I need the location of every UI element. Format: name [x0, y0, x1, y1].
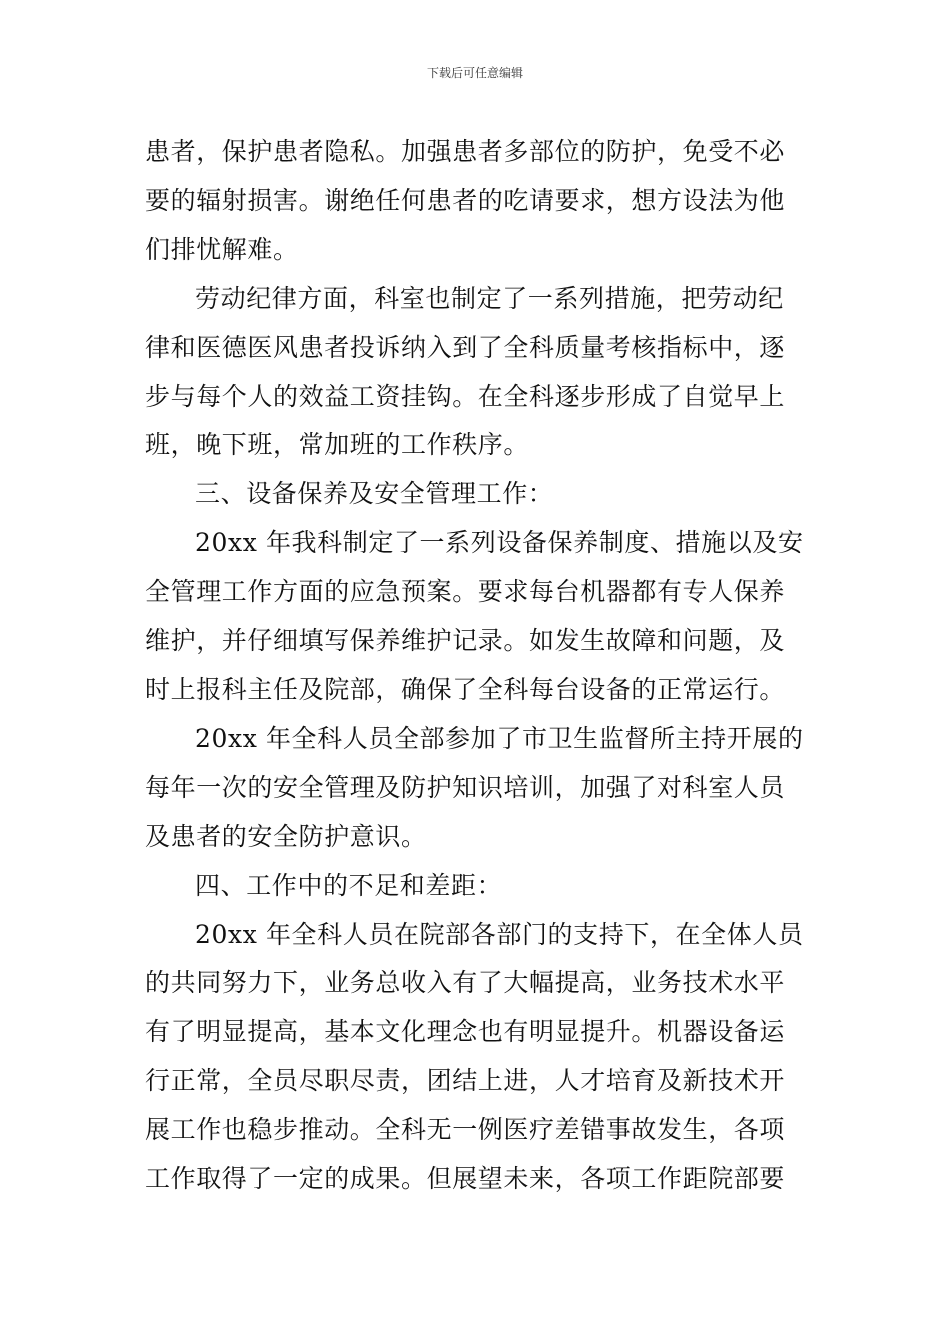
text-line: 全管理工作方面的应急预案。要求每台机器都有专人保养 [145, 577, 786, 607]
text-line: 20xx 年我科制定了一系列设备保养制度、措施以及安 [195, 528, 804, 558]
text-line: 劳动纪律方面，科室也制定了一系列措施，把劳动纪 [195, 283, 784, 313]
paragraph [145, 275, 810, 471]
paragraph [145, 715, 810, 862]
text-line: 行正常，全员尽职尽责，团结上进，人才培育及新技术开 [145, 1066, 786, 1096]
text-line: 律和医德医风患者投诉纳入到了全科质量考核指标中，逐 [145, 332, 786, 362]
text-line: 20xx 年全科人员全部参加了市卫生监督所主持开展的 [195, 723, 804, 753]
document-body [145, 128, 810, 1204]
text-line: 要的辐射损害。谢绝任何患者的吃请要求，想方设法为他 [145, 185, 786, 215]
section-heading [145, 470, 810, 519]
paragraph [145, 519, 810, 715]
text-line: 的共同努力下，业务总收入有了大幅提高，业务技术水平 [145, 968, 786, 998]
text-line: 20xx 年全科人员在院部各部门的支持下，在全体人员 [195, 919, 804, 949]
text-line: 时上报科主任及院部，确保了全科每台设备的正常运行。 [145, 674, 786, 704]
text-line: 展工作也稳步推动。全科无一例医疗差错事故发生，各项 [145, 1115, 786, 1145]
section-heading [145, 862, 810, 911]
text-line: 四、工作中的不足和差距： [195, 870, 503, 900]
text-line: 步与每个人的效益工资挂钩。在全科逐步形成了自觉早上 [145, 381, 786, 411]
text-line: 班，晚下班，常加班的工作秩序。 [145, 430, 530, 460]
text-line: 每年一次的安全管理及防护知识培训，加强了对科室人员 [145, 772, 786, 802]
paragraph [145, 911, 810, 1204]
text-line: 们排忧解难。 [145, 234, 299, 264]
text-line: 及患者的安全防护意识。 [145, 821, 427, 851]
text-line: 维护，并仔细填写保养维护记录。如发生故障和问题，及 [145, 626, 786, 656]
text-line: 三、设备保养及安全管理工作： [195, 479, 554, 509]
text-line: 患者，保护患者隐私。加强患者多部位的防护，免受不必 [145, 137, 786, 166]
page-header: 下载后可任意编辑 [426, 66, 523, 80]
text-line: 工作取得了一定的成果。但展望未来，各项工作距院部要 [145, 1164, 786, 1194]
text-line: 有了明显提高，基本文化理念也有明显提升。机器设备运 [145, 1017, 786, 1047]
paragraph [145, 128, 810, 275]
